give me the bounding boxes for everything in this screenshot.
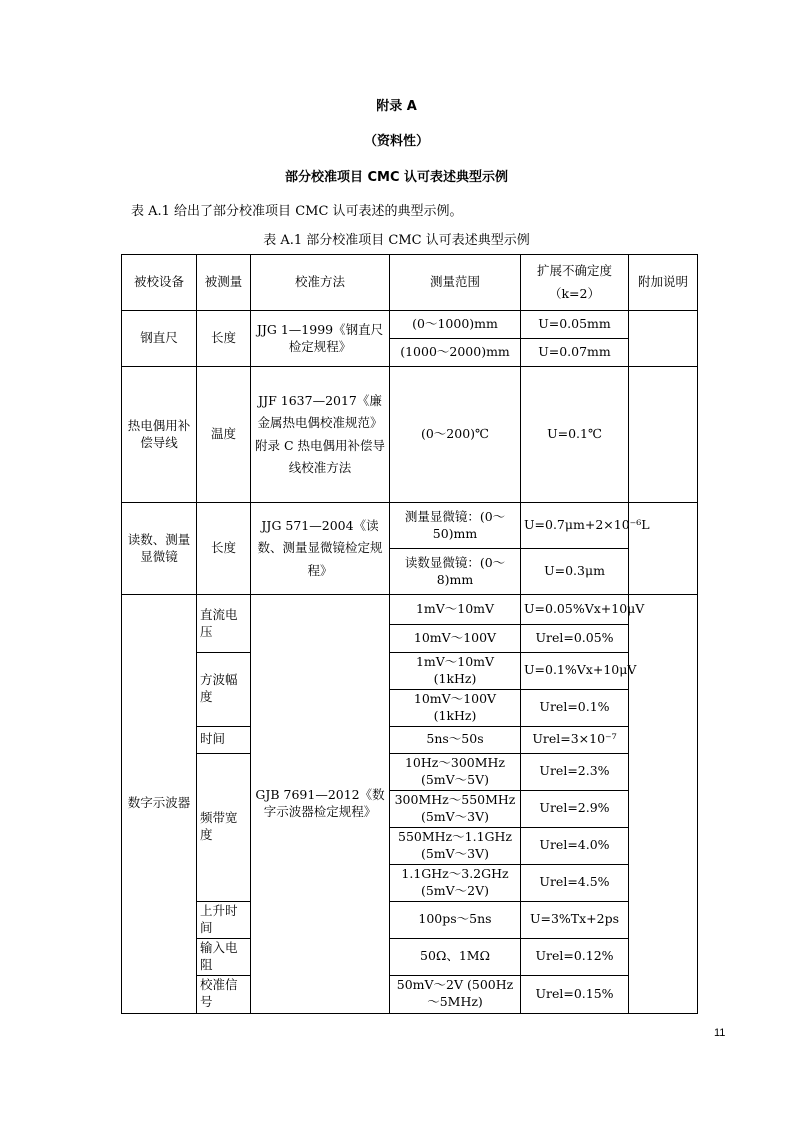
uncertainty-cell: U=0.3μm — [521, 549, 629, 595]
method-cell: JJG 571—2004《读数、测量显微镜检定规程》 — [251, 503, 390, 595]
intro-text: 表 A.1 给出了部分校准项目 CMC 认可表述的典型示例。 — [131, 204, 463, 219]
header-uncertainty — [521, 255, 629, 311]
table-row — [122, 753, 698, 790]
page-number: 11 — [714, 1027, 726, 1039]
table-row — [122, 595, 698, 625]
table-row — [122, 503, 698, 549]
header-uncertainty-line2: （k=2） — [548, 285, 600, 301]
header-param: 被测量 — [197, 255, 251, 311]
notes-cell — [629, 367, 698, 503]
uncertainty-cell: Urel=0.05% — [521, 625, 629, 653]
param-cell: 输入电阻 — [197, 938, 251, 975]
param-cell: 长度 — [197, 503, 251, 595]
range-cell: 读数显微镜：(0～8)mm — [390, 549, 521, 595]
notes-cell — [629, 595, 698, 1014]
uncertainty-cell: U=0.1%Vx+10μV — [521, 653, 629, 690]
param-cell: 温度 — [197, 367, 251, 503]
device-cell: 钢直尺 — [122, 311, 197, 367]
device-cell: 数字示波器 — [122, 595, 197, 1014]
header-notes: 附加说明 — [629, 255, 698, 311]
uncertainty-cell: U=0.1℃ — [521, 367, 629, 503]
uncertainty-cell: Urel=0.1% — [521, 689, 629, 726]
uncertainty-cell: Urel=4.0% — [521, 827, 629, 864]
cmc-table — [121, 254, 698, 1014]
method-cell: JJG 1—1999《钢直尺检定规程》 — [251, 311, 390, 367]
table-header-row — [122, 255, 698, 311]
table-row — [122, 975, 698, 1013]
range-cell: 1.1GHz～3.2GHz (5mV～2V) — [390, 864, 521, 901]
range-cell: 300MHz～550MHz (5mV～3V) — [390, 790, 521, 827]
param-cell: 直流电压 — [197, 595, 251, 653]
param-cell: 上升时间 — [197, 901, 251, 938]
appendix-heading: 部分校准项目 CMC 认可表述典型示例 — [284, 170, 509, 185]
range-cell: 550MHz～1.1GHz (5mV～3V) — [390, 827, 521, 864]
range-cell: 10Hz～300MHz (5mV～5V) — [390, 753, 521, 790]
uncertainty-cell: U=0.7μm+2×10⁻⁶L — [521, 503, 629, 549]
range-cell: (0～1000)mm — [390, 311, 521, 339]
range-cell: (1000～2000)mm — [390, 339, 521, 367]
device-cell: 热电偶用补偿导线 — [122, 367, 197, 503]
range-cell: 100ps～5ns — [390, 901, 521, 938]
notes-cell — [629, 311, 698, 367]
header-device: 被校设备 — [122, 255, 197, 311]
uncertainty-cell: U=0.05%Vx+10μV — [521, 595, 629, 625]
uncertainty-cell: Urel=0.15% — [521, 975, 629, 1013]
param-cell: 校准信号 — [197, 975, 251, 1013]
table-caption: 表 A.1 部分校准项目 CMC 认可表述典型示例 — [263, 233, 530, 248]
uncertainty-cell: Urel=2.9% — [521, 790, 629, 827]
range-cell: 测量显微镜：(0～50)mm — [390, 503, 521, 549]
table-row — [122, 653, 698, 690]
range-cell: 5ns～50s — [390, 726, 521, 753]
method-cell: GJB 7691—2012《数字示波器检定规程》 — [251, 595, 390, 1014]
uncertainty-cell: Urel=2.3% — [521, 753, 629, 790]
uncertainty-cell: U=0.05mm — [521, 311, 629, 339]
range-cell: (0～200)℃ — [390, 367, 521, 503]
uncertainty-cell: U=3%Tx+2ps — [521, 901, 629, 938]
range-cell: 50mV～2V (500Hz～5MHz) — [390, 975, 521, 1013]
table-row — [122, 367, 698, 503]
param-cell: 频带宽度 — [197, 753, 251, 901]
table-row — [122, 938, 698, 975]
appendix-nature: （资料性） — [363, 134, 429, 149]
range-cell: 10mV～100V — [390, 625, 521, 653]
uncertainty-cell: Urel=3×10⁻⁷ — [521, 726, 629, 753]
table-row — [122, 311, 698, 339]
range-cell: 1mV～10mV — [390, 595, 521, 625]
header-range: 测量范围 — [390, 255, 521, 311]
uncertainty-cell: U=0.07mm — [521, 339, 629, 367]
param-cell: 长度 — [197, 311, 251, 367]
uncertainty-cell: Urel=0.12% — [521, 938, 629, 975]
table-row — [122, 901, 698, 938]
appendix-title: 附录 A — [376, 99, 417, 114]
param-cell: 时间 — [197, 726, 251, 753]
param-cell: 方波幅度 — [197, 653, 251, 727]
uncertainty-cell: Urel=4.5% — [521, 864, 629, 901]
range-cell: 50Ω、1MΩ — [390, 938, 521, 975]
range-cell: 1mV～10mV (1kHz) — [390, 653, 521, 690]
header-method: 校准方法 — [251, 255, 390, 311]
header-uncertainty-line1: 扩展不确定度 — [536, 263, 612, 278]
device-cell: 读数、测量显微镜 — [122, 503, 197, 595]
table-row — [122, 726, 698, 753]
method-cell: JJF 1637—2017《廉金属热电偶校准规范》附录 C 热电偶用补偿导线校准方法 — [251, 367, 390, 503]
range-cell: 10mV～100V (1kHz) — [390, 689, 521, 726]
